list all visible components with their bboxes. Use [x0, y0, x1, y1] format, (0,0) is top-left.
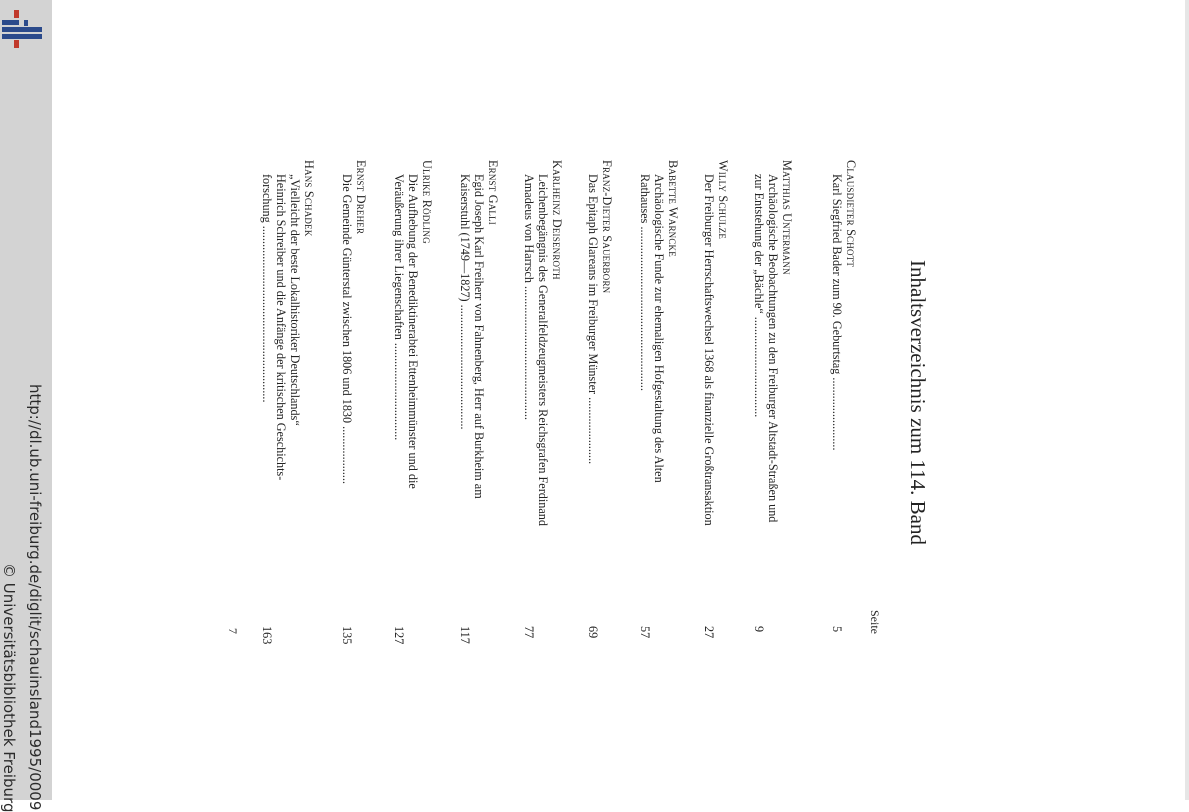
entry-page: 77: [522, 626, 536, 639]
entry-title: Kaiserstuhl (1749—1827) .........................................: [458, 174, 472, 430]
entry-title: Amadeus von Harrsch ............................................: [522, 174, 536, 421]
entry-page: 5: [830, 626, 844, 633]
seite-label: Seite: [868, 610, 882, 634]
entry-page: 69: [586, 626, 600, 639]
entry-title: Die Aufhebung der Benediktinerabtei Ettenheimmünster und die: [406, 174, 420, 489]
page-number: 7: [226, 628, 240, 634]
entry-title: forschung ..........................................................: [260, 174, 274, 403]
entry-page: 117: [458, 626, 472, 644]
page-title: Inhaltsverzeichnis zum 114. Band: [906, 260, 930, 545]
entry-author: Babette Warncke: [666, 160, 680, 257]
toc-entry: [752, 160, 794, 640]
entry-author: Ernst Galli: [486, 160, 500, 225]
entry-author: Clausdieter Schott: [844, 160, 858, 268]
entry-title: Die Gemeinde Günterstal zwischen 1806 und 1830 ...................: [340, 174, 354, 485]
entry-title: Archäologische Beobachtungen zu den Freiburger Altstadt-Straßen und: [766, 174, 780, 523]
entry-page: 57: [638, 626, 652, 639]
page-edge: [1185, 0, 1189, 800]
entry-author: Willy Schulze: [716, 160, 730, 240]
toc-entry: [638, 160, 680, 640]
entry-title: Rathauses ......................................................: [638, 174, 652, 391]
entry-page: 9: [752, 626, 766, 633]
entry-title: Egid Joseph Karl Freiherr von Fahnenberg, Herr auf Burkheim am: [472, 174, 486, 499]
toc-entry: [522, 160, 564, 640]
sidebar: [0, 0, 52, 812]
toc-entry: [586, 160, 614, 640]
entry-title: „Vielleicht der beste Lokalhistoriker Deutschlands“: [288, 174, 302, 426]
entry-author: Ernst Dreher: [354, 160, 368, 235]
entry-title: Leichenbegängnis des Generalfeldzeugmeisters Reichsgrafen Ferdinand: [536, 174, 550, 526]
entry-author: Karlheinz Deisenroth: [550, 160, 564, 280]
entry-author: Franz-Dieter Sauerborn: [600, 160, 614, 294]
entry-page: 135: [340, 626, 354, 645]
source-url[interactable]: http://dl.ub.uni-freiburg.de/diglit/schauinsland1995/0009: [26, 384, 44, 811]
library-logo-icon: [0, 6, 44, 48]
entry-title: zur Entstehung der „Bächle“ .................................: [752, 174, 766, 418]
entry-title: Archäologische Funde zur ehemaligen Hofgestaltung des Alten: [652, 174, 666, 483]
toc-entry: [340, 160, 368, 645]
entry-title: Der Freiburger Herrschaftswechsel 1368 als finanzielle Großtransaktion: [702, 174, 716, 526]
entry-author: Hans Schadek: [302, 160, 316, 237]
entry-page: 27: [702, 626, 716, 639]
entry-page: 127: [392, 626, 406, 645]
entry-title: Heinrich Schreiber und die Anfänge der kritischen Geschichts-: [274, 174, 288, 481]
entry-author: Matthias Untermann: [780, 160, 794, 275]
entry-title: Veräußerung ihrer Liegenschaften ................................: [392, 174, 406, 441]
entry-title: Karl Siegfried Bader zum 90. Geburtstag ........................: [830, 174, 844, 451]
entry-title: Das Epitaph Glareans im Freiburger Münster ......................: [586, 174, 600, 465]
copyright-notice: © Universitätsbibliothek Freiburg: [0, 563, 18, 812]
toc-entry: [260, 160, 316, 645]
toc-entry: [392, 160, 434, 645]
entry-page: 163: [260, 626, 274, 645]
toc-entry: [702, 160, 730, 640]
toc-entry: [830, 160, 858, 640]
document-page: [226, 160, 930, 645]
toc-entry: [458, 160, 500, 644]
entry-author: Ulrike Rödling: [420, 160, 434, 244]
